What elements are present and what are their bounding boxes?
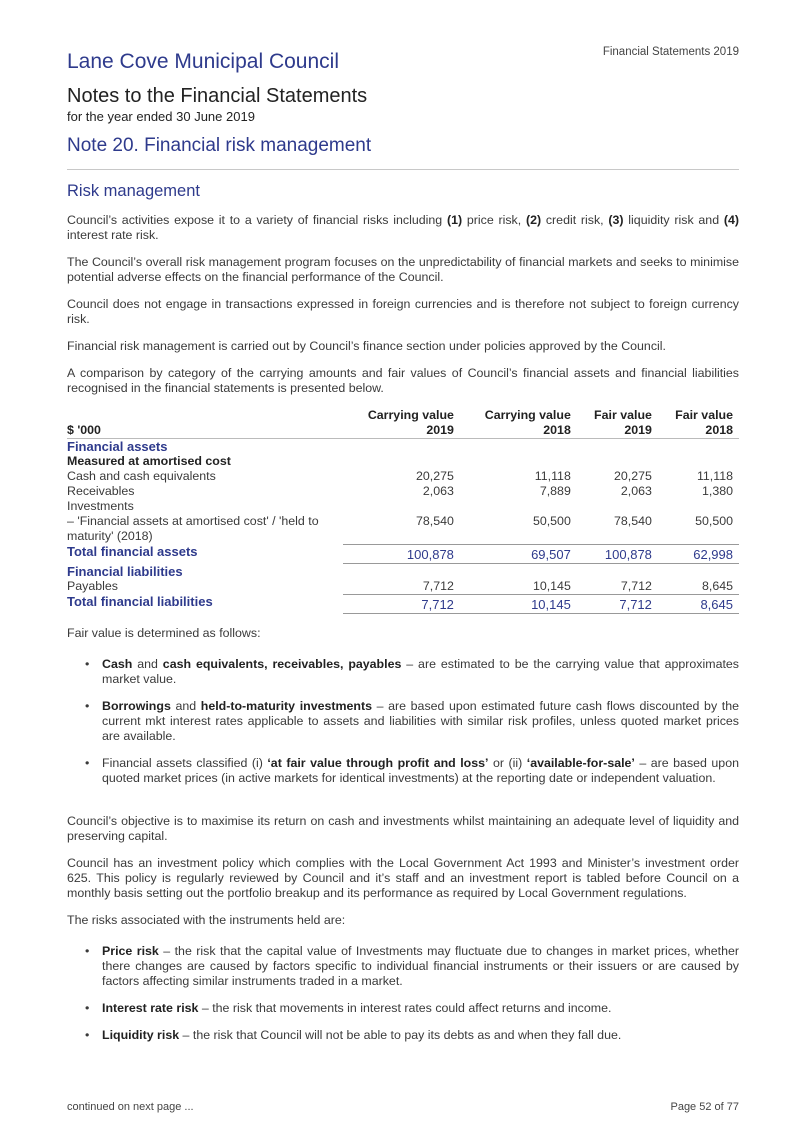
risk-list <box>67 944 739 1043</box>
assets-heading-row: Financial assets <box>67 439 168 454</box>
footer-page-number: Page 52 of 77 <box>670 1101 739 1113</box>
total-liabilities-row: Total financial liabilities 7,712 10,145 7,712 8,645 <box>67 594 739 613</box>
fair-value-list <box>67 657 739 786</box>
header-carrying-2019: Carrying value 2019 <box>367 408 454 437</box>
header-units: $ '000 <box>67 423 101 437</box>
table-row: Payables 7,712 10,145 7,712 8,645 <box>67 578 733 593</box>
policy-paragraph: Council has an investment policy which complies with the Local Government Act 1993 and Minister’s investment order 625. This policy is regularly reviewed by Council and it’s staff and an investment report is tabled before Council on a monthly basis setting out the portfolio breakup and its performance as required by Local Government regulations. <box>67 855 739 900</box>
fair-value-intro: Fair value is determined as follows: <box>67 625 261 640</box>
table-row: Cash and cash equivalents 20,275 11,118 20,275 11,118 <box>67 469 733 483</box>
table-row: – 'Financial assets at amortised cost' / 'held to maturity' (2018) 78,540 50,500 78,540 50,500 <box>67 514 733 543</box>
table-row: Receivables 2,063 7,889 2,063 1,380 <box>67 484 733 498</box>
document-title: Notes to the Financial Statements <box>67 85 368 107</box>
intro-paragraph-4: Financial risk management is carried out by Council’s finance section under policies approved by the Council. <box>67 339 666 353</box>
table-header-row <box>67 408 739 439</box>
intro-paragraph-3: Council does not engage in transactions expressed in foreign currencies and is therefore not subject to foreign currency risk. <box>67 297 739 326</box>
list-item: • Financial assets classified (i) ‘at fair value through profit and loss’ or (ii) ‘available-for-sale’ – are based upon quoted market prices (in active markets for identical investments) at the reporting date or independent valuation. <box>67 756 739 786</box>
organisation-name: Lane Cove Municipal Council <box>67 50 339 73</box>
list-item: • Price risk – the risk that the capital value of Investments may fluctuate due to changes in market prices, whether there changes are caused by factors specific to individual financial instruments or their issuers or are caused by factors affecting similar instruments traded in a market. <box>67 944 739 989</box>
main-content <box>67 213 739 1055</box>
header-fair-2019: Fair value 2019 <box>594 408 652 437</box>
footer-continued: continued on next page ... <box>67 1101 194 1113</box>
note-title: Note 20. Financial risk management <box>67 135 372 156</box>
total-assets-row: Total financial assets 100,878 69,507 100,878 62,998 <box>67 544 739 563</box>
assets-subheading-row: Measured at amortised cost <box>67 454 231 468</box>
list-item: • Borrowings and held-to-maturity investments – are based upon estimated future cash flows discounted by the current mkt interest rates applicable to assets and liabilities with similar risk profiles, unless quoted market prices are available. <box>67 699 739 744</box>
intro-paragraph-2: The Council’s overall risk management program focuses on the unpredictability of financial markets and seeks to minimise potential adverse effects on the financial performance of the Council. <box>67 255 739 284</box>
risks-intro: The risks associated with the instruments held are: <box>67 912 346 927</box>
objective-paragraph: Council’s objective is to maximise its return on cash and investments whilst maintaining an adequate level of liquidity and preserving capital. <box>67 813 739 843</box>
intro-paragraph-5: A comparison by category of the carrying amounts and fair values of Council’s financial assets and financial liabilities recognised in the financial statements is presented below. <box>67 366 739 395</box>
section-title: Risk management <box>67 182 200 200</box>
document-subtitle: for the year ended 30 June 2019 <box>67 109 255 124</box>
header-carrying-2018: Carrying value 2018 <box>484 408 571 437</box>
header-report-name: Financial Statements 2019 <box>602 46 739 58</box>
liabilities-heading-row: Financial liabilities <box>67 563 183 579</box>
header-fair-2018: Fair value 2018 <box>675 408 733 437</box>
intro-paragraph-1: Council’s activities expose it to a variety of financial risks including (1) price risk, (2) credit risk, (3) liquidity risk and (4) interest rate risk. <box>67 213 739 242</box>
list-item: • Interest rate risk – the risk that movements in interest rates could affect returns and income. <box>67 1001 739 1016</box>
list-item: • Cash and cash equivalents, receivables, payables – are estimated to be the carrying value that approximates market value. <box>67 657 739 687</box>
table-row: Investments <box>67 499 134 513</box>
header-divider <box>67 169 739 170</box>
financial-instruments-table <box>67 408 739 614</box>
list-item: • Liquidity risk – the risk that Council will not be able to pay its debts as and when they fall due. <box>67 1028 739 1043</box>
